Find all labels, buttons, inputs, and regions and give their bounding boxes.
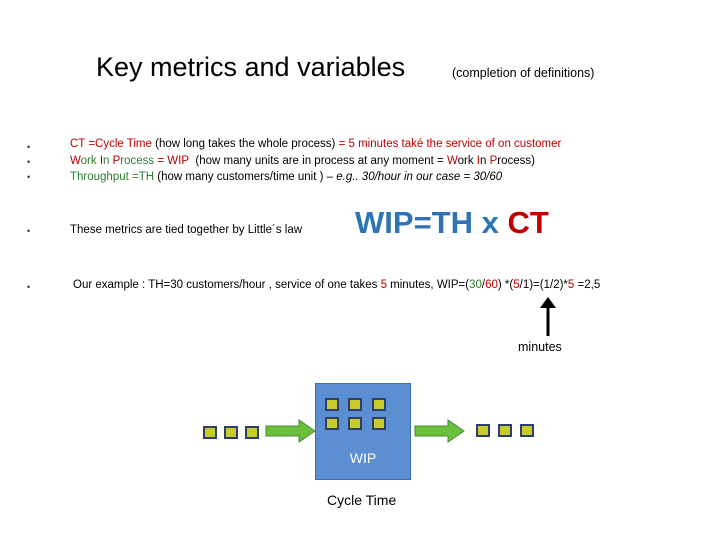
example-text: ) *(: [497, 279, 514, 291]
customer-square: [476, 424, 490, 437]
littles-law-formula: [355, 205, 549, 241]
letter-w: W: [70, 155, 81, 167]
example-text: /: [481, 279, 486, 291]
ct-value: = 5 minutes také the service of on customer: [338, 138, 562, 150]
letter-p: P: [489, 155, 498, 167]
title-note: (completion of definitions): [452, 66, 595, 80]
example-text: minutes, WIP=(: [386, 279, 470, 291]
letter-i: I: [99, 155, 104, 167]
text-rocess: rocess: [120, 155, 155, 167]
example-five: 5: [567, 279, 575, 291]
wip-box: [315, 383, 411, 480]
littles-law-text: These metrics are tied together by Little´s law: [70, 224, 303, 236]
bullet: •: [27, 142, 31, 152]
bullet: •: [27, 172, 31, 182]
example-thirty: 30: [469, 279, 482, 291]
formula-wip: WIP: [355, 205, 414, 240]
example-text: Our example : TH=30 customers/hour , service of one takes: [73, 279, 381, 291]
wip-box-label: WIP: [349, 450, 377, 466]
customer-square: [498, 424, 512, 437]
example-five: 5: [380, 279, 387, 291]
text-ork: ork: [457, 155, 477, 167]
th-definition: [70, 171, 502, 183]
ct-label: CT =Cycle Time: [70, 138, 152, 150]
example-text: =2,5: [574, 279, 601, 291]
customer-square: [520, 424, 534, 437]
bullet: •: [27, 226, 31, 236]
minutes-label: minutes: [518, 340, 562, 354]
bullet: •: [27, 157, 31, 167]
letter-i: I: [476, 155, 480, 167]
wip-description: (how many units are in process at any moment =: [195, 155, 447, 167]
example-sixty: 60: [485, 279, 498, 291]
customer-square: [348, 417, 362, 430]
text-n: n: [479, 155, 490, 167]
formula-th: TH x: [431, 205, 508, 240]
formula-eq: =: [413, 205, 432, 240]
text-ork: ork: [80, 155, 100, 167]
text-rocess: rocess): [497, 155, 535, 167]
letter-w: W: [446, 155, 458, 167]
up-arrow-icon: [538, 296, 558, 336]
bullet: •: [27, 282, 31, 292]
letter-p: P: [112, 155, 121, 167]
right-arrow-icon: [414, 418, 466, 444]
ct-definition: [70, 138, 561, 150]
customer-square: [372, 417, 386, 430]
customer-square: [203, 426, 217, 439]
th-example: e.g.. 30/hour in our case = 30/60: [336, 171, 503, 183]
customer-square: [245, 426, 259, 439]
example-text: /1)=(1/2)*: [519, 279, 568, 291]
ct-description: (how long takes the whole process): [155, 138, 336, 150]
th-description: (how many customers/time unit ) –: [157, 171, 334, 183]
customer-square: [325, 417, 339, 430]
th-label: Throughput =TH: [70, 171, 155, 183]
customer-square: [224, 426, 238, 439]
customer-square: [325, 398, 339, 411]
example-five: 5: [513, 279, 520, 291]
customer-square: [372, 398, 386, 411]
cycle-time-label: Cycle Time: [327, 492, 397, 508]
text-n: n: [103, 155, 113, 167]
example-line: [73, 279, 600, 291]
wip-eq: = WIP: [157, 155, 190, 167]
right-arrow-icon: [265, 418, 317, 444]
customer-square: [348, 398, 362, 411]
wip-definition: [70, 155, 535, 167]
page-title: Key metrics and variables: [96, 52, 406, 82]
formula-ct: CT: [507, 205, 549, 240]
